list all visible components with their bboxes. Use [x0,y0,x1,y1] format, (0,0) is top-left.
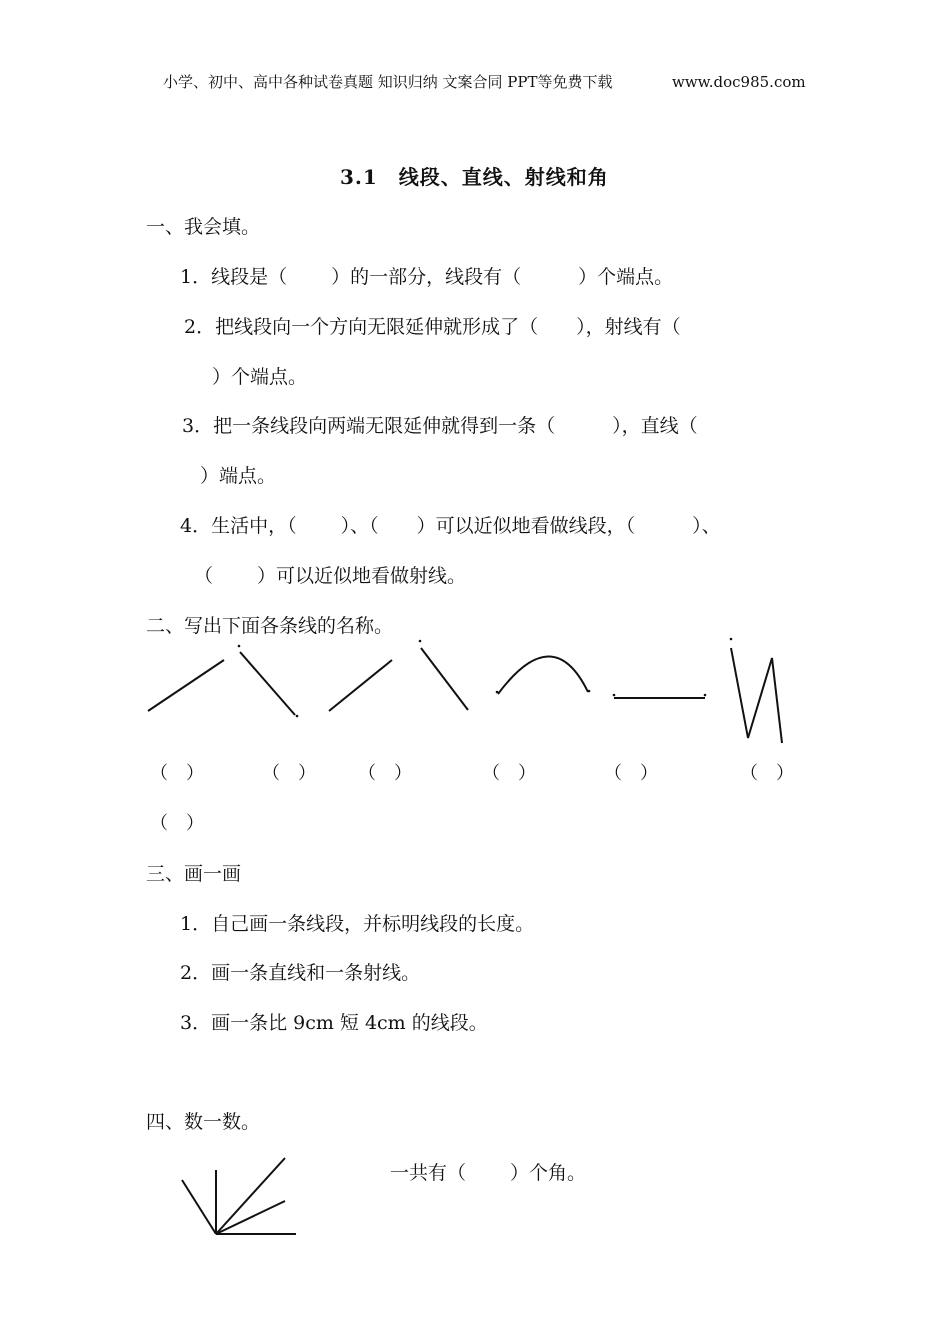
figure-ray-4 [421,648,468,710]
endpoint-dot [588,690,591,693]
question-1-4-line2: （ ）可以近似地看做射线。 [194,565,467,587]
question-1-3-line1: 3．把一条线段向两端无限延伸就得到一条（ ），直线（ [182,415,698,437]
question-3-3: 3．画一条比 9cm 短 4cm 的线段。 [180,1012,488,1034]
endpoint-dot [730,638,733,641]
endpoint-dot [419,640,422,643]
header-url: www.doc985.com [672,73,806,91]
answer-blank-4[interactable]: （ ） [482,763,536,784]
question-1-1: 1．线段是（ ）的一部分，线段有（ ）个端点。 [180,266,674,288]
angle-figure [182,1158,296,1234]
endpoint-dot [296,715,299,718]
question-3-1: 1．自己画一条线段，并标明线段的长度。 [180,913,535,935]
figure-curve-5 [498,656,588,694]
figure-line-1 [148,660,224,711]
section4-heading: 四、数一数。 [146,1111,261,1133]
answer-blank-7[interactable]: （ ） [150,813,204,834]
question-1-2-line2: ）个端点。 [212,366,308,388]
answer-blank-6[interactable]: （ ） [740,763,794,784]
section2-heading: 二、写出下面各条线的名称。 [146,615,394,637]
answer-blank-5[interactable]: （ ） [604,763,658,784]
endpoint-dot [704,694,707,697]
section1-heading: 一、我会填。 [146,216,261,238]
figure-segment-2 [240,652,295,715]
angle-ray [216,1158,285,1234]
endpoint-dot [238,645,241,648]
figure-zigzag-7 [731,648,782,743]
question-4: 一共有（ ）个角。 [390,1162,587,1184]
page-title: 3.1 线段、直线、射线和角 [340,165,609,189]
endpoint-dot [613,694,616,697]
header-text: 小学、初中、高中各种试卷真题 知识归纳 文案合同 PPT等免费下载 [163,73,613,91]
question-1-4-line1: 4．生活中，（ ）、（ ）可以近似地看做线段，（ ）、 [180,515,721,537]
figure-line-3 [329,660,392,711]
question-1-2-line1: 2．把线段向一个方向无限延伸就形成了（ ），射线有（ [184,316,681,338]
section3-heading: 三、画一画 [146,863,242,885]
answer-blank-1[interactable]: （ ） [150,763,204,784]
answer-blank-3[interactable]: （ ） [358,763,412,784]
angle-ray [216,1201,285,1234]
answer-blank-2[interactable]: （ ） [262,763,316,784]
angle-ray [182,1180,216,1234]
question-1-3-line2: ）端点。 [200,465,277,487]
endpoint-dot [496,691,499,694]
question-3-2: 2．画一条直线和一条射线。 [180,962,421,984]
